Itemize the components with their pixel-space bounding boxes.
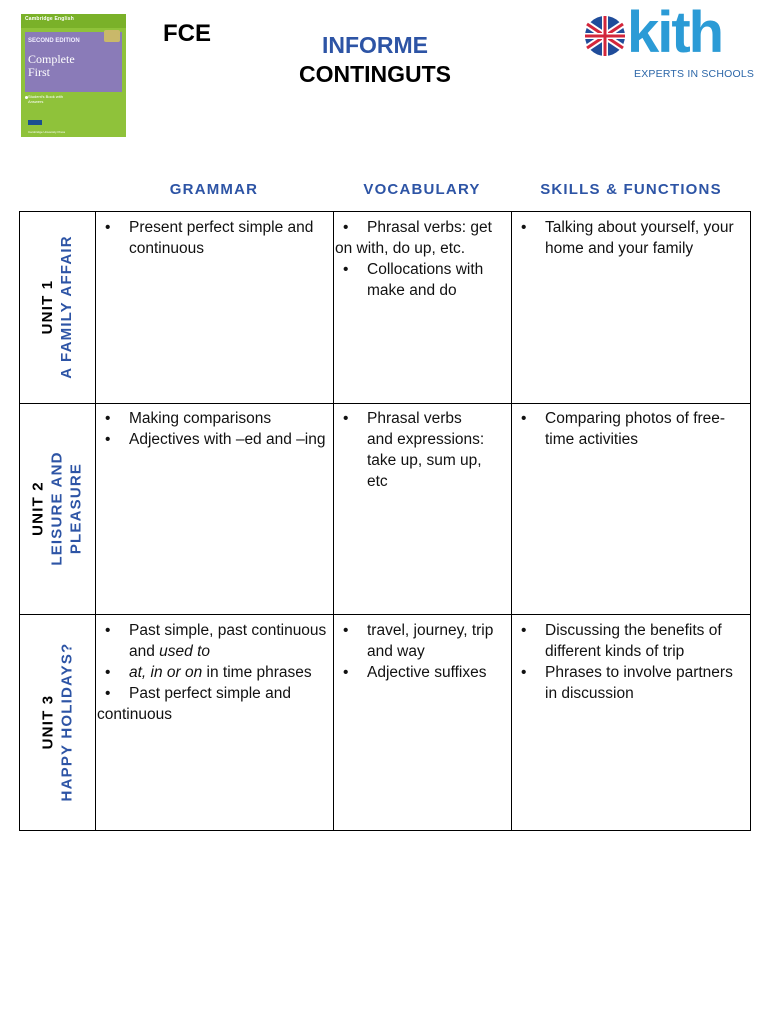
unit-2-grammar-cell — [97, 408, 329, 450]
page-title-line1: INFORME — [321, 32, 429, 58]
unit-2-name-line2: PLEASURE — [67, 462, 85, 555]
book-cover-image: Cambridge English SECOND EDITION Complete First Student's Book with Answers Cambridge University Press — [21, 14, 126, 137]
unit-1-name: A FAMILY AFFAIR — [58, 235, 76, 379]
cover-brand: Cambridge English — [25, 16, 74, 22]
list-item: • travel, journey, trip and way — [335, 620, 507, 662]
list-item: • Past simple, past continuous and used to — [97, 620, 329, 662]
list-item: • Adjective suffixes — [335, 662, 507, 683]
list-item: • Comparing photos of free-time activities — [513, 408, 747, 450]
cover-title-line1: Complete — [28, 52, 75, 66]
unit-1-vocabulary-cell — [335, 217, 507, 301]
unit-3-skills-cell — [513, 620, 747, 704]
unit-3-vocabulary-cell — [335, 620, 507, 683]
cover-title-line2: First — [28, 65, 51, 79]
unit-3-name: HAPPY HOLIDAYS? — [58, 642, 75, 802]
list-item: • Phrasal verbs: get on with, do up, etc. — [335, 217, 507, 259]
unit-1-label — [19, 211, 95, 403]
page-title-line2: CONTINGUTS — [298, 61, 452, 87]
list-item: • at, in or on in time phrases — [97, 662, 329, 683]
list-item: • Making comparisons — [97, 408, 329, 429]
list-item: • Present perfect simple and continuous — [97, 217, 329, 259]
unit-2-skills-cell — [513, 408, 747, 450]
unit-1-number: UNIT 1 — [39, 279, 57, 335]
unit-2-number: UNIT 2 — [29, 481, 47, 536]
column-header-skills: SKILLS & FUNCTIONS — [540, 181, 722, 198]
list-item: • Adjectives with –ed and –ing — [97, 429, 329, 450]
contents-table — [19, 211, 751, 831]
list-item: • Discussing the benefits of different kinds of trip — [513, 620, 747, 662]
unit-3-grammar-cell — [97, 620, 329, 725]
list-item: • Phrasal verbs and expressions: take up, sum up, etc — [335, 408, 485, 492]
list-item: • Collocations with make and do — [335, 259, 507, 301]
unit-1-grammar-cell — [97, 217, 329, 259]
logo-wordmark: kith — [627, 0, 723, 65]
list-item: • Past perfect simple and continuous — [97, 683, 329, 725]
column-header-vocabulary: VOCABULARY — [363, 181, 481, 198]
unit-2-vocabulary-cell — [335, 408, 485, 492]
logo-tagline: EXPERTS IN SCHOOLS — [634, 68, 755, 80]
list-item: • Talking about yourself, your home and your family — [513, 217, 747, 259]
unit-3-number: UNIT 3 — [39, 694, 56, 750]
unit-3-label — [19, 614, 95, 830]
level-label: FCE — [163, 20, 211, 47]
unit-1-skills-cell — [513, 217, 747, 259]
column-header-grammar: GRAMMAR — [169, 181, 259, 198]
list-item: • Phrases to involve partners in discussion — [513, 662, 747, 704]
unit-2-name-line1: LEISURE AND — [48, 451, 66, 566]
unit-2-label — [19, 403, 95, 614]
